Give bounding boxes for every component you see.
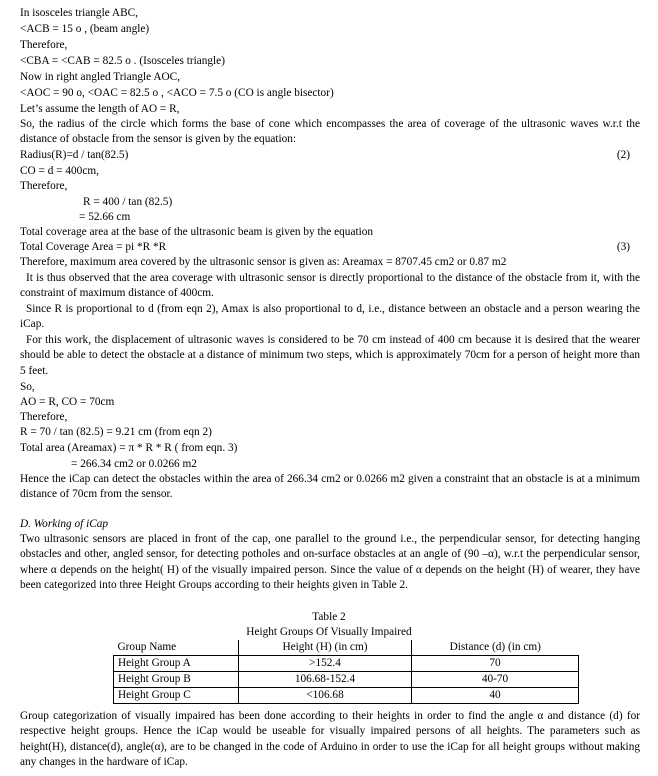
text-line: AO = R, CO = 70cm	[20, 396, 115, 408]
equation-number-2: (2)	[616, 149, 630, 161]
text-line: Let’s assume the length of AO = R,	[20, 103, 180, 115]
table-header-cell: Distance (d) (in cm)	[412, 640, 579, 656]
paragraph-work: For this work, the displacement of ultrasonic waves is considered to be 70 cm instead of 400 cm because it is desired that the wearer should be able to detect the obstacle at a distance of minimum two steps, which is approximately 70cm for a person of height more than 5 feet.	[20, 334, 640, 377]
table-cell: 70	[412, 656, 579, 672]
text-line: Total area (Areamax) = π * R * R ( from eqn. 3)	[20, 442, 238, 454]
text-line: Therefore, maximum area covered by the ultrasonic sensor is given as: Areamax = 8707.45 cm2 or 0.87 m2	[20, 256, 507, 268]
table-title: Height Groups Of Visually Impaired	[246, 626, 412, 638]
equation-3: Total Coverage Area = pi *R *R	[20, 241, 167, 253]
paragraph-observed: It is thus observed that the area coverage with ultrasonic sensor is directly proportional to the distance of the obstacle from it, with the constraint of maximum distance of 400cm.	[20, 272, 640, 300]
table-cell: <106.68	[239, 688, 412, 704]
table-cell: 106.68-152.4	[239, 672, 412, 688]
text-line: Now in right angled Triangle AOC,	[20, 71, 181, 83]
table-cell: Height Group A	[114, 656, 239, 672]
text-line: Therefore,	[20, 180, 68, 192]
paragraph-radius: So, the radius of the circle which forms the base of cone which encompasses the area of coverage of the ultrasonic waves w.r.t the distance of obstacle from the sensor is given by the equation:	[20, 118, 640, 146]
table-cell: 40-70	[412, 672, 579, 688]
calc-line: = 52.66 cm	[79, 211, 131, 223]
calc-line: = 266.34 cm2 or 0.0266 m2	[71, 458, 197, 470]
text-line: Therefore,	[20, 39, 68, 51]
equation-2: Radius(R)=d / tan(82.5)	[20, 149, 129, 161]
table-header-row	[114, 640, 579, 656]
text-line: So,	[20, 381, 35, 393]
calc-line: R = 400 / tan (82.5)	[83, 196, 173, 208]
text-line: CO = d = 400cm,	[20, 165, 99, 177]
table-cell: >152.4	[239, 656, 412, 672]
table-label: Table 2	[312, 611, 346, 623]
table-row	[114, 656, 579, 672]
paragraph-since: Since R is proportional to d (from eqn 2), Amax is also proportional to d, i.e., distance between an obstacle and a person wearing the iCap.	[20, 303, 640, 331]
section-heading: D. Working of iCap	[20, 518, 109, 530]
table-header-cell: Group Name	[114, 640, 239, 656]
text-line: Therefore,	[20, 411, 68, 423]
text-line: <CBA = <CAB = 82.5 o . (Isosceles triangle)	[20, 55, 225, 67]
paragraph-hence: Hence the iCap can detect the obstacles within the area of 266.34 cm2 or 0.0266 m2 given a constraint that an obstacle is at a minimum distance of 70cm from the sensor.	[20, 473, 640, 501]
paragraph-final: Group categorization of visually impaired has been done according to their heights in order to find the angle α and distance (d) for respective height groups. Hence the iCap would be useable for visually impaired persons of all heights. The parameters such as height(H), distance(d), angle(α), are to be changed in the code of Arduino in order to use the iCap for all height groups without making any changes in the hardware of iCap.	[20, 710, 640, 769]
table-cell: Height Group C	[114, 688, 239, 704]
text-line: In isosceles triangle ABC,	[20, 7, 138, 19]
text-line: Total coverage area at the base of the ultrasonic beam is given by the equation	[20, 226, 374, 238]
table-row	[114, 672, 579, 688]
height-groups-table	[113, 640, 579, 704]
paragraph-working: Two ultrasonic sensors are placed in front of the cap, one parallel to the ground i.e., the perpendicular sensor, for detecting hanging obstacles and other, angled sensor, for detecting potholes and on-surface obstacles at an angle of (90 –α), w.r.t the perpendicular sensor, where α depends on the height( H) of the visually impaired person. Since the value of α depends on the height (H) of wearer, they have been categorized into three Height Groups according to their heights given in Table 2.	[20, 533, 640, 592]
equation-number-3: (3)	[616, 241, 630, 253]
table-cell: Height Group B	[114, 672, 239, 688]
table-cell: 40	[412, 688, 579, 704]
text-line: <ACB = 15 o , (beam angle)	[20, 23, 150, 35]
text-line: R = 70 / tan (82.5) = 9.21 cm (from eqn 2)	[20, 426, 212, 438]
text-line: <AOC = 90 o, <OAC = 82.5 o , <ACO = 7.5 o (CO is angle bisector)	[20, 87, 334, 99]
table-row	[114, 688, 579, 704]
table-header-cell: Height (H) (in cm)	[239, 640, 412, 656]
